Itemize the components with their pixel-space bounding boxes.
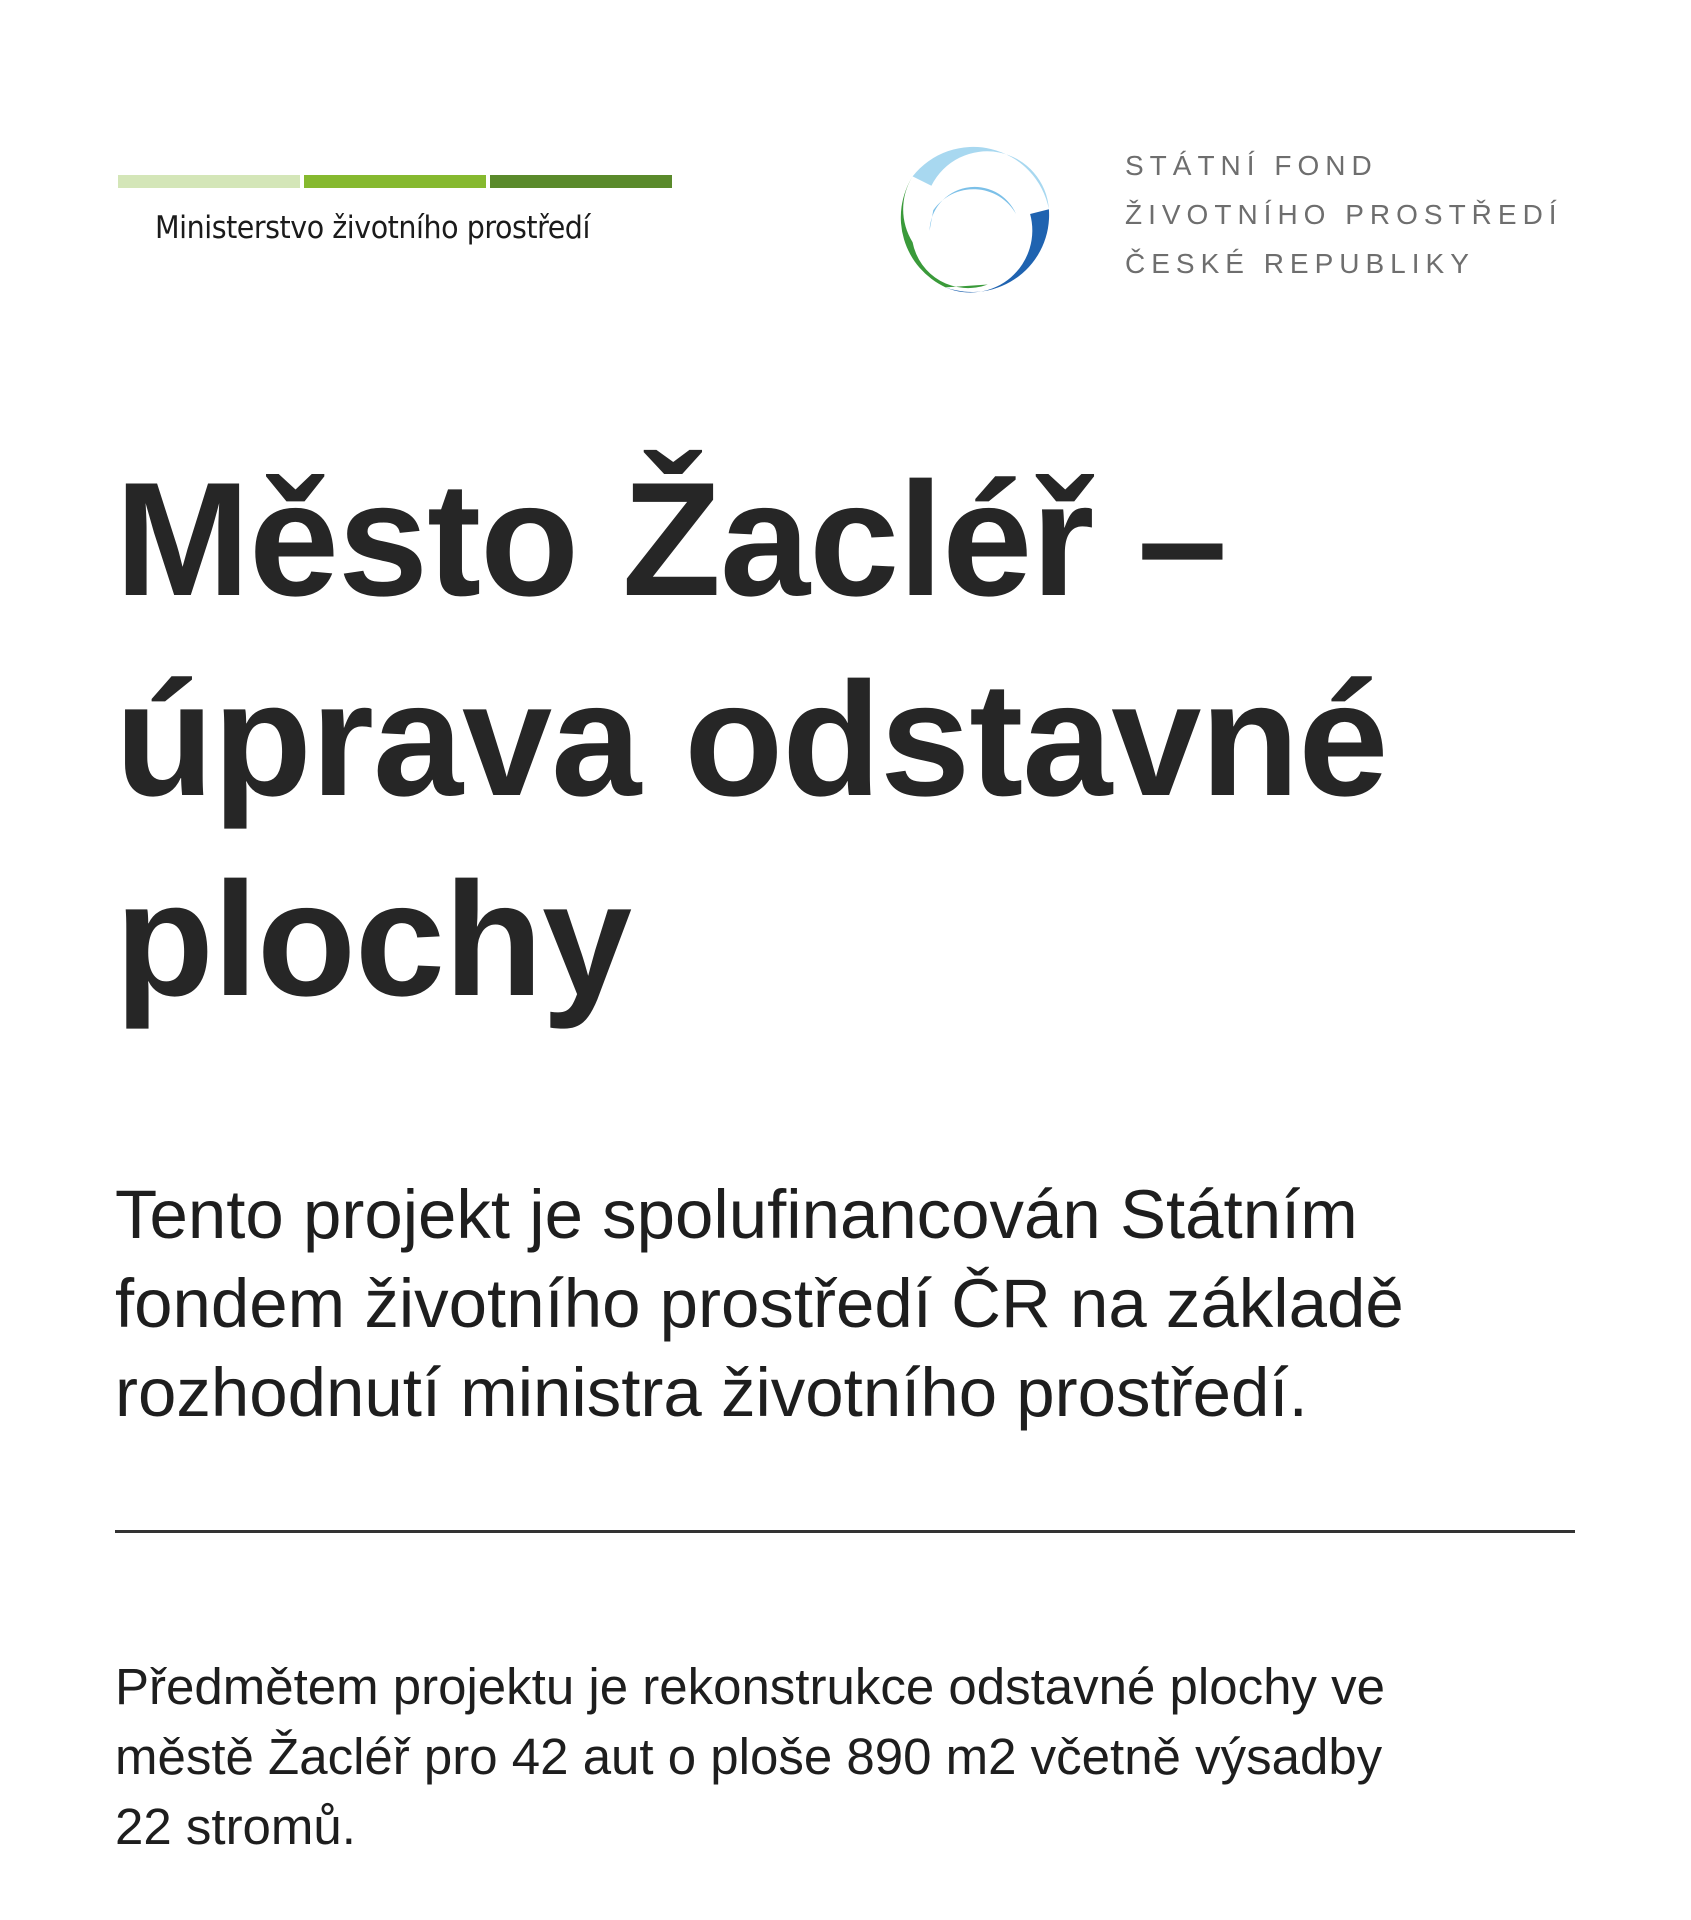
project-title — [115, 440, 1595, 1040]
fund-logo-line: STÁTNÍ FOND — [1125, 149, 1378, 181]
funding-statement-line: Tento projekt je spolufinancován Státním — [115, 1176, 1358, 1253]
fund-swirl-icon — [875, 120, 1063, 308]
funding-statement-line: fondem životního prostředí ČR na základě — [115, 1265, 1404, 1342]
ministry-logo-bars — [118, 175, 678, 188]
project-subject-line: Předmětem projektu je rekonstrukce odstavné plochy ve — [115, 1658, 1385, 1715]
funding-statement-line: rozhodnutí ministra životního prostředí. — [115, 1354, 1308, 1431]
section-divider — [115, 1530, 1575, 1533]
project-subject — [115, 1652, 1595, 1862]
fund-logo-line: ČESKÉ REPUBLIKY — [1125, 247, 1475, 279]
fund-swirl-dark-blue-arc — [946, 209, 1050, 292]
fund-logo-text — [1125, 141, 1563, 288]
ministry-logo — [118, 175, 678, 246]
ministry-logo-text: Ministerstvo životního prostředí — [155, 210, 590, 246]
funding-statement — [115, 1170, 1595, 1437]
ministry-logo-bar-light — [118, 175, 300, 188]
ministry-logo-bar-dark — [490, 175, 672, 188]
project-subject-line: městě Žacléř pro 42 aut o ploše 890 m2 včetně výsadby — [115, 1728, 1383, 1785]
fund-logo-line: ŽIVOTNÍHO PROSTŘEDÍ — [1125, 198, 1563, 230]
fund-swirl-light-blue-arc — [913, 147, 1049, 209]
fund-swirl-inner-arc — [930, 187, 1016, 231]
fund-logo — [875, 120, 1563, 308]
project-title-line: plochy — [115, 849, 632, 1030]
project-title-line: úprava odstavné — [115, 649, 1388, 830]
ministry-logo-bar-medium — [304, 175, 486, 188]
fund-swirl-green-arc — [901, 176, 988, 288]
project-subject-line: 22 stromů. — [115, 1798, 356, 1855]
project-title-line: Město Žacléř – — [115, 449, 1227, 630]
